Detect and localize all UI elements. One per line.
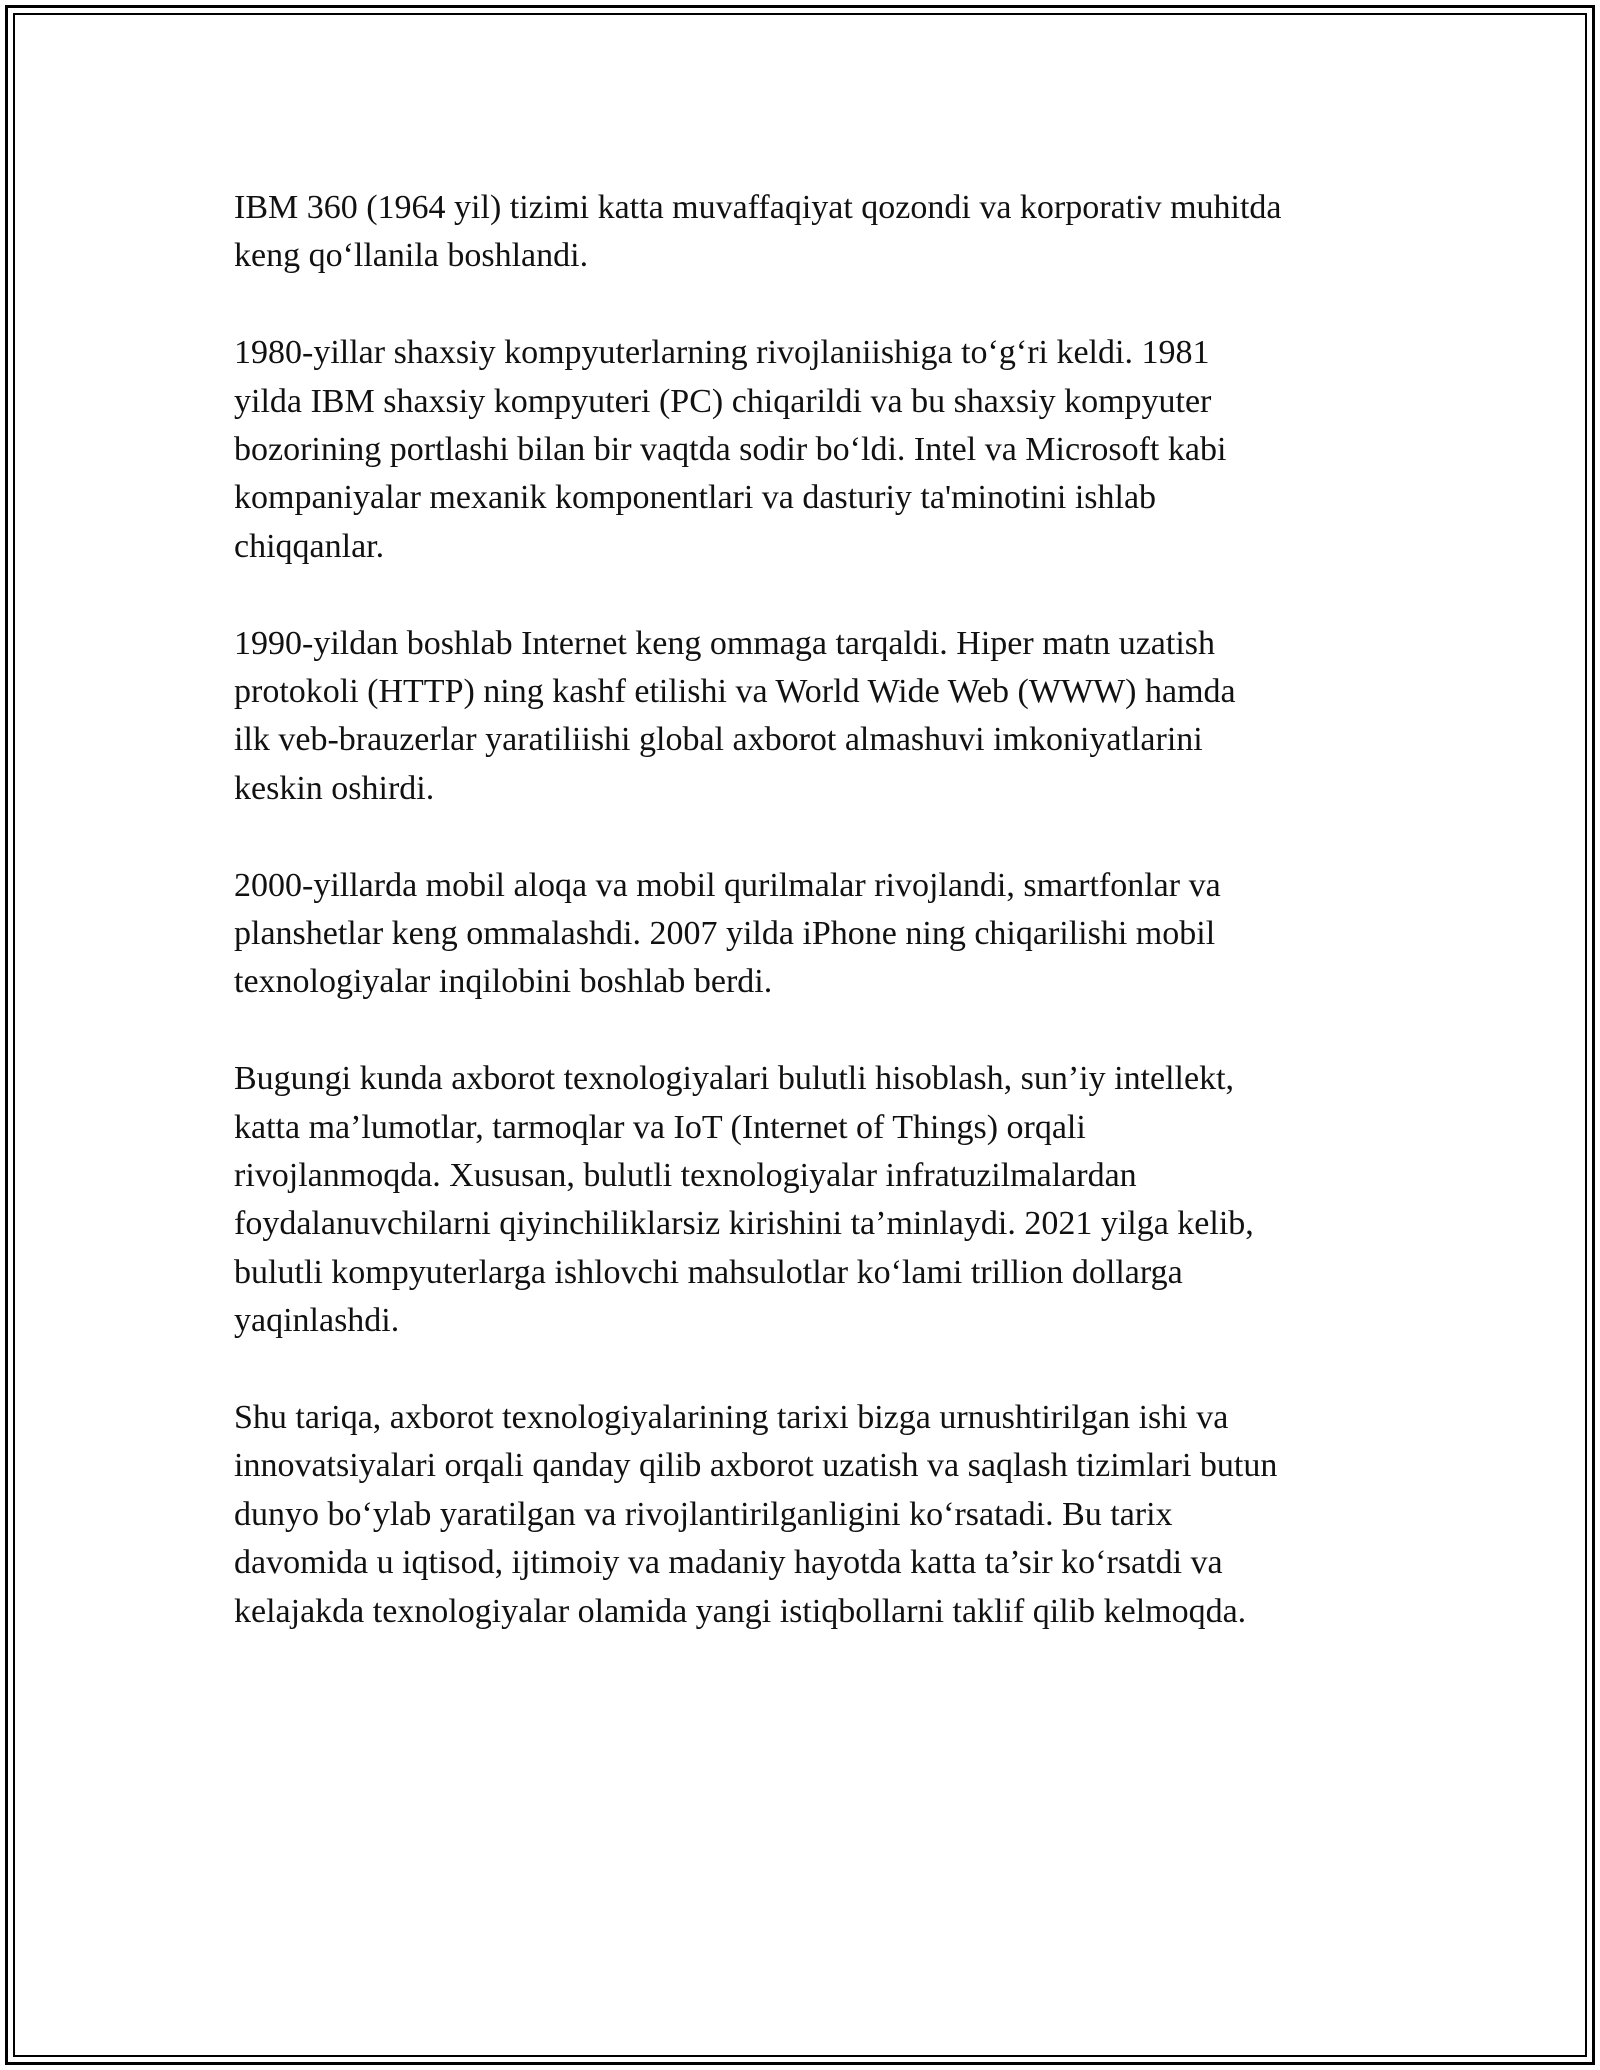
document-body [234, 184, 1380, 1685]
paragraph-today-cloud-ai: Bugungi kunda axborot texnologiyalari bulutli hisoblash, sun’iy intellekt, katta ma’lumotlar, tarmoqlar va IoT (Internet of Things) orqali rivojlanmoqda. Xususan, bulutli texnologiyalar infratuzilmalardan foydalanuvchilarni qiyinchiliklarsiz kirishini ta’minlaydi. 2021 yilga kelib, bulutli kompyuterlarga ishlovchi mahsulotlar ko‘lami trillion dollarga yaqinlashdi. [234, 1060, 1254, 1340]
paragraph-ibm-360: IBM 360 (1964 yil) tizimi katta muvaffaqiyat qozondi va korporativ muhitda keng qo‘llanila boshlandi. [234, 189, 1282, 275]
paragraph-1990s-internet: 1990-yildan boshlab Internet keng ommaga tarqaldi. Hiper matn uzatish protokoli (HTTP) ning kashf etilishi va World Wide Web (WWW) hamda ilk veb-brauzerlar yaratiliishi global axborot almashuvi imkoniyatlarini keskin oshirdi. [234, 624, 1236, 807]
paragraph-2000s-mobile: 2000-yillarda mobil aloqa va mobil qurilmalar rivojlandi, smartfonlar va planshetlar keng ommalashdi. 2007 yilda iPhone ning chiqarilishi mobil texnologiyalar inqilobini boshlab berdi. [234, 866, 1221, 1001]
paragraph-conclusion: Shu tariqa, axborot texnologiyalarining tarixi bizga urnushtirilgan ishi va innovatsiyalari orqali qanday qilib axborot uzatish va saqlash tizimlari butun dunyo bo‘ylab yaratilgan va rivojlantirilganligini ko‘rsatadi. Bu tarix davomida u iqtisod, ijtimoiy va madaniy hayotda katta ta’sir ko‘rsatdi va kelajakda texnologiyalar olamida yangi istiqbollarni taklif qilib kelmoqda. [234, 1399, 1278, 1630]
paragraph-1980s-personal-computers: 1980-yillar shaxsiy kompyuterlarning rivojlaniishiga to‘g‘ri keldi. 1981 yilda IBM shaxsiy kompyuteri (PC) chiqarildi va bu shaxsiy kompyuter bozorining portlashi bilan bir vaqtda sodir bo‘ldi. Intel va Microsoft kabi kompaniyalar mexanik komponentlari va dasturiy ta'minotini ishlab chiqqanlar. [234, 334, 1227, 565]
